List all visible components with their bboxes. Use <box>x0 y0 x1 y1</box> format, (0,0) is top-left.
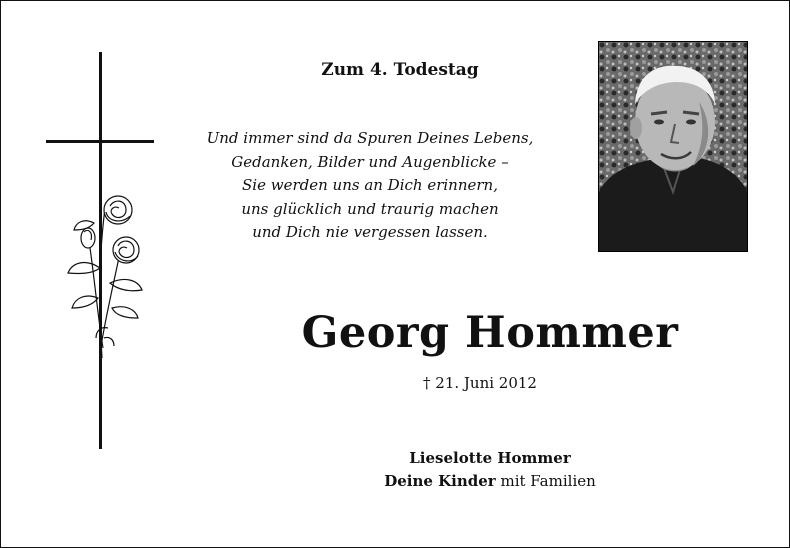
cross-icon-bar <box>46 140 154 143</box>
poem-line: und Dich nie vergessen lassen. <box>252 223 488 241</box>
portrait-photo <box>598 41 748 252</box>
poem-line: Gedanken, Bilder und Augenblicke – <box>231 152 509 171</box>
signature-families: mit Familien <box>495 472 596 490</box>
anniversary-title: Zum 4. Todestag <box>321 60 479 80</box>
deceased-name: Georg Hommer <box>301 308 679 358</box>
poem <box>170 127 570 245</box>
signature-line-2 <box>300 472 680 490</box>
death-date: † 21. Juni 2012 <box>423 374 537 392</box>
poem-line: Sie werden uns an Dich erinnern, <box>242 176 498 194</box>
poem-line: Und immer sind da Spuren Deines Lebens, <box>206 129 534 147</box>
signature-line-1: Lieselotte Hommer <box>409 449 571 467</box>
signature-children: Deine Kinder <box>384 472 496 490</box>
roses-icon <box>60 188 160 368</box>
poem-line: uns glücklich und traurig machen <box>241 199 499 218</box>
